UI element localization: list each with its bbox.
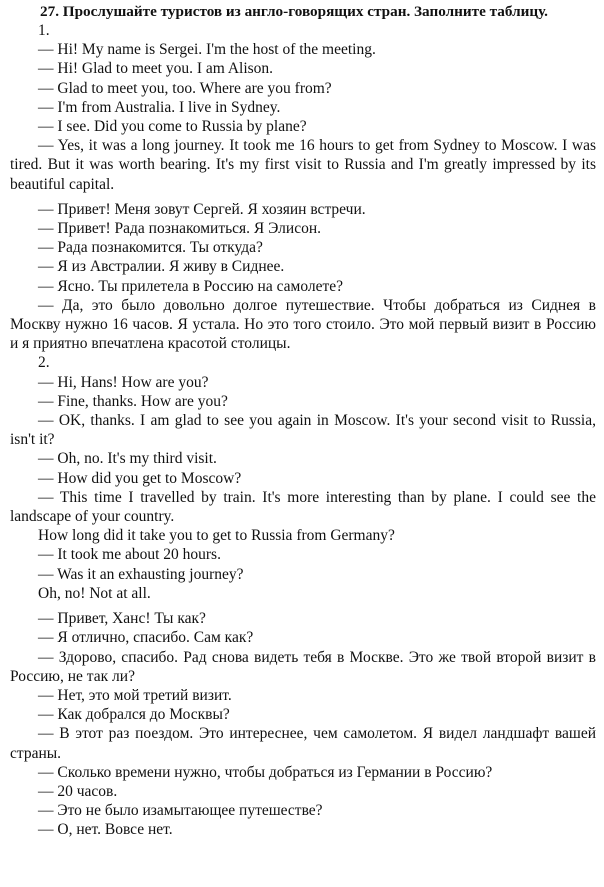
english-line: — Hi, Hans! How are you? (38, 373, 209, 391)
english-line: — Hi! Glad to meet you. I am Alison. (38, 60, 274, 78)
english-line: — How did you get to Moscow? (38, 469, 242, 487)
russian-line: — Привет, Ханс! Ты как? (38, 610, 206, 628)
english-line: — Glad to meet you, too. Where are you from? (38, 79, 332, 97)
english-line: — Was it an exhausting journey? (38, 565, 244, 583)
russian-line: — Я из Австралии. Я живу в Сиднее. (38, 258, 285, 276)
english-line: — It took me about 20 hours. (38, 546, 221, 564)
russian-line: — Сколько времени нужно, чтобы добраться из Германии в Россию? (38, 763, 493, 781)
russian-line: — 20 часов. (38, 782, 118, 800)
english-line: Oh, no! Not at all. (38, 584, 151, 602)
english-line: — Yes, it was a long journey. It took me 16 hours to get from Sydney to Moscow. I was tired. But it was worth bearing. It's my first visit to Russia and I'm greatly impressed by its beautiful capital. (10, 137, 596, 193)
russian-line: — Ясно. Ты прилетела в Россию на самолете? (38, 277, 344, 295)
russian-line: — О, нет. Вовсе нет. (38, 821, 173, 839)
english-line: — Oh, no. It's my third visit. (38, 450, 217, 468)
russian-line: — В этот раз поездом. Это интереснее, чем самолетом. Я видел ландшафт вашей страны. (10, 725, 596, 762)
dialogue-number: 2. (38, 354, 50, 372)
english-line: — This time I travelled by train. It's more interesting than by plane. I could see the landscape of your country. (10, 488, 596, 526)
russian-line: — Привет! Меня зовут Сергей. Я хозяин встречи. (38, 200, 366, 218)
english-line: — I'm from Australia. I live in Sydney. (38, 98, 281, 116)
russian-line: — Это не было изамытающее путешестве? (38, 802, 323, 820)
russian-line: — Да, это было довольно долгое путешествие. Чтобы добраться из Сиднея в Москву нужно 16 часов. Я устала. Но это того стоило. Это мой первый визит в Россию и я приятно впечатлена красотой столицы. (10, 296, 596, 353)
english-line: — Hi! My name is Sergei. I'm the host of the meeting. (38, 41, 376, 59)
russian-line: — Как добрался до Москвы? (38, 706, 230, 724)
exercise-heading: 27. Прослушайте туристов из англо-говорящих стран. Заполните таблицу. (40, 3, 548, 20)
english-line: — OK, thanks. I am glad to see you again in Moscow. It's your second visit to Russia, isn't it? (10, 412, 596, 449)
dialogue-1 (10, 21, 596, 353)
dialogue-2 (10, 353, 596, 839)
russian-line: — Рада познакомится. Ты откуда? (38, 239, 263, 257)
english-line: — I see. Did you come to Russia by plane? (38, 118, 307, 136)
russian-line: — Нет, это мой третий визит. (38, 686, 232, 704)
russian-line: — Привет! Рада познакомиться. Я Элисон. (38, 220, 321, 238)
russian-line: — Я отлично, спасибо. Сам как? (38, 629, 254, 647)
english-line: How long did it take you to get to Russia from Germany? (38, 527, 395, 545)
english-line: — Fine, thanks. How are you? (38, 392, 228, 410)
russian-line: — Здорово, спасибо. Рад снова видеть тебя в Москве. Это же твой второй визит в Россию, не так ли? (10, 648, 596, 685)
dialogue-number: 1. (38, 22, 50, 39)
